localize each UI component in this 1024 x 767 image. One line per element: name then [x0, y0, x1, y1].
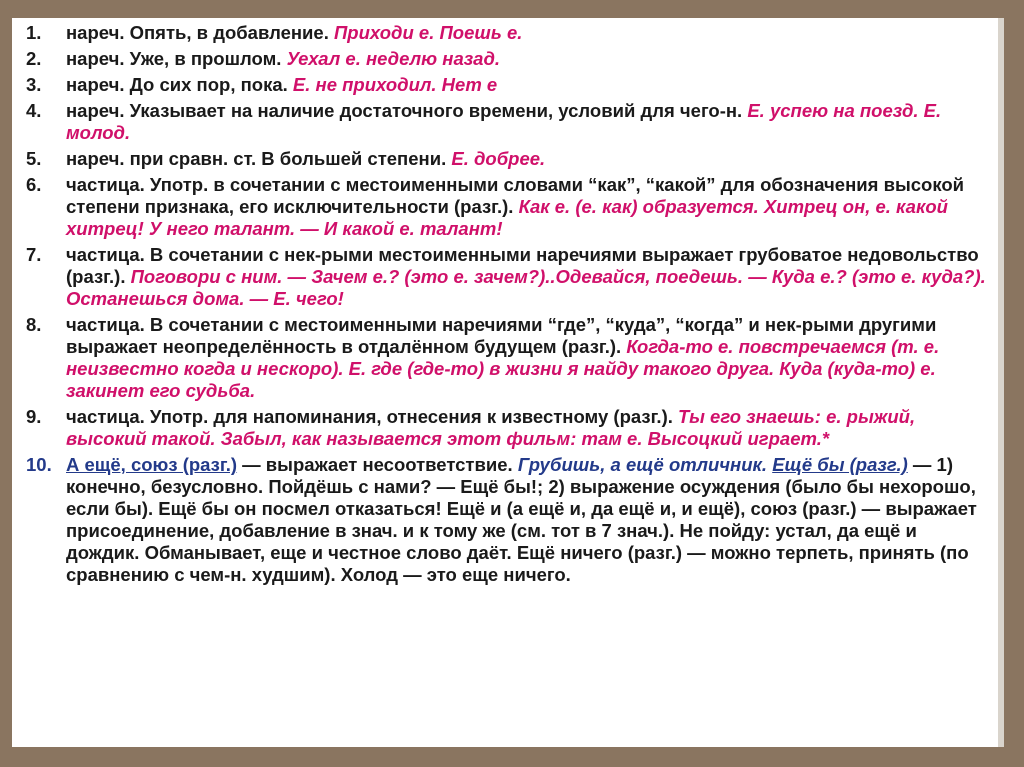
item-number: 4.	[26, 100, 42, 121]
item-text: нареч. До сих пор, пока.	[66, 74, 293, 95]
definition-item-5	[26, 148, 988, 170]
item-headword-2: Ещё бы (разг.)	[772, 454, 908, 475]
item-body	[66, 100, 988, 144]
definition-item-1	[26, 22, 988, 44]
item-text: частица. В сочетании с местоименными наречиями “где”, “куда”, “когда” и нек-рыми другими выражает неопределённость в отдалённом будущем (разг.).	[66, 314, 937, 357]
item-example: Приходи е. Поешь е.	[334, 22, 523, 43]
item-number: 5.	[26, 148, 42, 169]
item-number: 6.	[26, 174, 42, 195]
item-example: Уехал е. неделю назад.	[286, 48, 501, 69]
item-body	[66, 74, 988, 96]
item-text: частица. Употр. в сочетании с местоименными словами “как”, “какой” для обозначения высокой степени признака, его исключительности (разг.).	[66, 174, 965, 217]
item-body	[66, 48, 988, 70]
definition-item-7	[26, 244, 988, 310]
definition-item-8	[26, 314, 988, 402]
item-example: Когда-то е. повстречаемся (т. е. неизвестно когда и нескоро). Е. где (где-то) в жизни я найду такого друга. Куда (куда-то) е. закинет его судьба.	[66, 336, 940, 401]
definition-item-4	[26, 100, 988, 144]
item-body	[66, 22, 988, 44]
item-body	[66, 174, 988, 240]
item-example: Е. успею на поезд. Е. молод.	[66, 100, 942, 143]
slide-edge	[998, 18, 1004, 747]
item-text: — выражает несоответствие.	[237, 454, 518, 475]
item-number: 3.	[26, 74, 42, 95]
definition-item-2	[26, 48, 988, 70]
item-number: 2.	[26, 48, 42, 69]
item-number: 1.	[26, 22, 42, 43]
item-number: 7.	[26, 244, 42, 265]
item-body	[66, 244, 988, 310]
definition-item-10	[26, 454, 988, 586]
item-example: Грубишь, а ещё отличник.	[517, 454, 773, 475]
item-text: нареч. Опять, в добавление.	[66, 22, 334, 43]
item-headword: А ещё, союз (разг.)	[66, 454, 238, 475]
item-body	[66, 454, 988, 586]
item-example: Ты его знаешь: е. рыжий, высокий такой. Забыл, как называется этот фильм: там е. Высоцкий играет.*	[66, 406, 916, 449]
definition-item-6	[26, 174, 988, 240]
item-number: 10.	[26, 454, 52, 475]
item-example: Как е. (е. как) образуется. Хитрец он, е. какой хитрец! У него талант. — И какой е. талант!	[66, 196, 948, 239]
item-example: Е. не приходил. Нет е	[292, 74, 498, 95]
definition-item-9	[26, 406, 988, 450]
slide	[12, 18, 998, 747]
item-text-2: — 1) конечно, безусловно. Пойдёшь с нами? — Ещё бы!; 2) выражение осуждения (было бы нехорошо, если бы). Ещё бы он посмел отказаться! Ещё и (а ещё и, да ещё и, и ещё), союз (разг.) — выражает присоединение, добавление в знач. и к тому же (см. тот в 7 знач.). Не пойду: устал, да ещё и дождик. Обманывает, еще и честное слово даёт. Ещё ничего (разг.) — можно терпеть, принять (по сравнению с чем-н. худшим). Холод — это еще ничего.	[66, 454, 977, 585]
item-text: нареч. Указывает на наличие достаточного времени, условий для чего-н.	[66, 100, 748, 121]
item-body	[66, 406, 988, 450]
item-body	[66, 148, 988, 170]
item-text: частица. Употр. для напоминания, отнесения к известному (разг.).	[66, 406, 679, 427]
item-text: нареч. Уже, в прошлом.	[66, 48, 287, 69]
item-example: Поговори с ним. — Зачем е.? (это е. зачем?)..Одевайся, поедешь. — Куда е.? (это е. куда?). Останешься дома. — Е. чего!	[66, 266, 986, 309]
item-text: нареч. при сравн. ст. В большей степени.	[66, 148, 452, 169]
item-text: частица. В сочетании с нек-рыми местоименными наречиями выражает грубоватое недовольство (разг.).	[66, 244, 979, 287]
item-number: 9.	[26, 406, 42, 427]
item-body	[66, 314, 988, 402]
item-example: Е. добрее.	[451, 148, 546, 169]
definition-item-3	[26, 74, 988, 96]
definition-list	[26, 22, 988, 586]
item-number: 8.	[26, 314, 42, 335]
